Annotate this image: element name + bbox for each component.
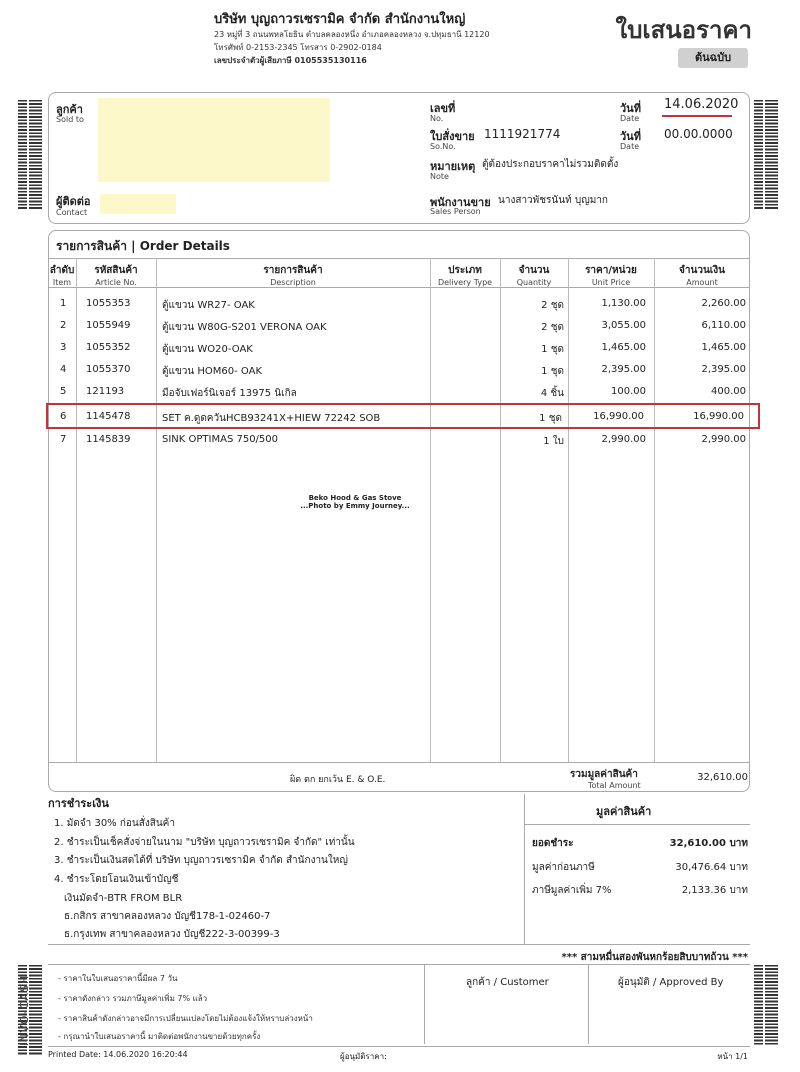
company-address: 23 หมู่ที่ 3 ถนนพหลโยธิน ตำบลคลองหนึ่ง อำเภอคลองหลวง จ.ปทุมธานี 12120 (214, 30, 490, 39)
right-bottom-barcode-icon (754, 965, 778, 1045)
table-row: 3 1055352 ตู้แขวน WO20-OAK 1 ชุด 1,465.00 1,465.00 (60, 342, 746, 355)
date2-label-en: Date (620, 142, 640, 151)
contact-value-redacted (100, 194, 176, 214)
col-header-delivery: ประเภท Delivery Type (437, 265, 493, 287)
contact-label: ผู้ติดต่อ (56, 195, 91, 208)
no-label-en: No. (430, 114, 444, 123)
sales-label: พนักงานขาย (430, 196, 491, 209)
summary-title: มูลค่าสินค้า (596, 805, 652, 818)
sales-label-en: Sales Person (430, 207, 481, 216)
so-label-en: So.No. (430, 142, 456, 151)
col-header-description: รายการสินค้า Description (263, 265, 323, 287)
right-barcode-icon (754, 100, 778, 210)
document-title: ใบเสนอราคา (615, 16, 752, 44)
note-label: หมายเหตุ (430, 160, 476, 173)
col-header-item: ลำดับ Item (49, 265, 75, 287)
sig-divider (424, 964, 425, 1044)
total-label: รวมมูลค่าสินค้า (570, 769, 638, 780)
col-header-amount: จำนวนเงิน Amount (679, 265, 725, 287)
date2-label: วันที่ (620, 130, 641, 143)
col-header-quantity: จำนวน Quantity (516, 265, 552, 287)
eoe-text: ผิด ตก ยกเว้น E. & O.E. (290, 775, 386, 785)
date-label-en: Date (620, 114, 640, 123)
table-row-highlighted: 6 1145478 SET ค.ดูดควันHCB93241X+HIEW 72242 SOB 1 ชุด 16,990.00 16,990.00 (46, 403, 760, 429)
company-phone: โทรศัพท์ 0-2153-2345 โทรสาร 0-2902-0184 (214, 43, 382, 52)
table-row: 2 1055949 ตู้แขวน W80G-S201 VERONA OAK 2 ชุด 3,055.00 6,110.00 (60, 320, 746, 333)
payment-item: 1. มัดจำ 30% ก่อนสั่งสินค้า (54, 818, 175, 829)
date-value: 14.06.2020 (664, 97, 739, 112)
words-divider-bottom (48, 964, 750, 965)
approved-signature-label: ผู้อนุมัติ / Approved By (618, 977, 724, 988)
total-value: 32,610.00 (697, 772, 748, 783)
order-section-title: รายการสินค้า | Order Details (56, 239, 230, 253)
customer-label: ลูกค้า (56, 103, 83, 116)
sig-divider (588, 964, 589, 1044)
payment-item: ธ.กรุงเทพ สาขาคลองหลวง บัญชี222-3-00399-3 (64, 929, 280, 940)
printed-date: Printed Date: 14.06.2020 16:20:44 (48, 1050, 188, 1059)
words-divider-top (48, 944, 750, 945)
note-label-en: Note (430, 172, 449, 181)
approver-label: ผู้อนุมัติราคา: (340, 1052, 387, 1061)
note-value: ตู้ต้องประกอบราคาไม่รวมติดตั้ง (482, 159, 619, 170)
date-label: วันที่ (620, 102, 641, 115)
payment-item: 3. ชำระเป็นเงินสดได้ที่ บริษัท บุญถาวรเซรามิค จำกัด สำนักงานใหญ่ (54, 855, 348, 866)
no-label: เลขที่ (430, 102, 456, 115)
customer-signature-label: ลูกค้า / Customer (466, 977, 549, 988)
note-item: - กรุณานำใบเสนอราคานี้ มาติดต่อพนักงานขายด้วยทุกครั้ง (58, 1032, 261, 1041)
note-item: - ราคาดังกล่าว รวมภาษีมูลค่าเพิ่ม 7% แล้ว (58, 994, 208, 1003)
pre-vat-label: มูลค่าก่อนภาษี (532, 862, 595, 873)
payment-title: การชำระเงิน (48, 797, 109, 810)
so-label: ใบสั่งขาย (430, 130, 475, 143)
net-value: 32,610.00 บาท (669, 838, 748, 849)
page-number: หน้า 1/1 (717, 1052, 748, 1061)
date2-value: 00.00.0000 (664, 127, 733, 141)
company-name: บริษัท บุญถาวรเซรามิค จำกัด สำนักงานใหญ่ (214, 12, 466, 27)
contact-label-en: Contact (56, 208, 88, 217)
vat-label: ภาษีมูลค่าเพิ่ม 7% (532, 885, 612, 896)
payment-item: 4. ชำระโดยโอนเงินเข้าบัญชี (54, 874, 179, 885)
col-header-price: ราคา/หน่วย Unit Price (585, 265, 637, 287)
pre-vat-value: 30,476.64 บาท (675, 862, 748, 873)
side-label: INVO-CASH (18, 974, 31, 1046)
vat-value: 2,133.36 บาท (681, 885, 748, 896)
total-label-en: Total Amount (588, 781, 641, 790)
table-row: 4 1055370 ตู้แขวน HOM60- OAK 1 ชุด 2,395.00 2,395.00 (60, 364, 746, 377)
payment-item: เงินมัดจำ-BTR FROM BLR (64, 893, 183, 904)
footer-divider (48, 1046, 750, 1047)
amount-in-words: *** สามหมื่นสองพันหกร้อยสิบบาทถ้วน *** (561, 952, 748, 963)
total-divider (48, 762, 750, 763)
original-badge: ต้นฉบับ (678, 48, 748, 68)
table-row: 7 1145839 SINK OPTIMAS 750/500 1 ใบ 2,990.00 2,990.00 (60, 434, 746, 447)
payment-item: ธ.กสิกร สาขาคลองหลวง บัญชี178-1-02460-7 (64, 911, 271, 922)
net-label: ยอดชำระ (532, 838, 574, 849)
col-header-article: รหัสสินค้า Article No. (94, 265, 138, 287)
summary-divider (524, 824, 750, 825)
table-row: 1 1055353 ตู้แขวน WR27- OAK 2 ชุด 1,130.00 2,260.00 (60, 298, 746, 311)
sales-value: นางสาวพัชรนันท์ บุญมาก (498, 195, 608, 206)
table-row: 5 121193 มือจับเฟอร์นิเจอร์ 13975 นิเกิล 4 ชิ้น 100.00 400.00 (60, 386, 746, 399)
customer-value-redacted (98, 98, 330, 182)
date-underline (662, 115, 732, 117)
note-item: - ราคาสินค้าดังกล่าวอาจมีการเปลี่ยนแปลงโดยไม่ต้องแจ้งให้ทราบล่วงหน้า (58, 1014, 313, 1023)
company-tax-id: เลขประจำตัวผู้เสียภาษี 0105535130116 (214, 56, 367, 65)
left-barcode-icon (18, 100, 42, 210)
note-item: - ราคาในใบเสนอราคานี้มีผล 7 วัน (58, 974, 178, 983)
payment-item: 2. ชำระเป็นเช็คสั่งจ่ายในนาม "บริษัท บุญถาวรเซรามิค จำกัด" เท่านั้น (54, 837, 355, 848)
customer-label-en: Sold to (56, 115, 84, 124)
photo-caption: Beko Hood & Gas Stove ...Photo by Emmy Journey... (300, 494, 410, 510)
so-value: 1111921774 (484, 127, 561, 141)
